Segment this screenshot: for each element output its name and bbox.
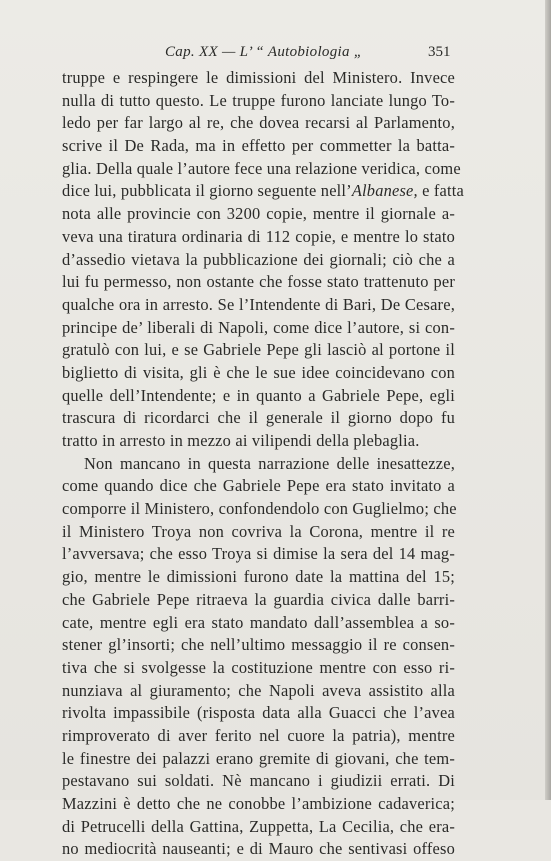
text-line: no mediocrità nauseanti; e di Mauro che sentivasi offeso — [62, 839, 455, 859]
text-line: stener gl’insorti; che nell’ultimo messaggio il re consen- — [62, 635, 455, 655]
text-line: nota alle provincie con 3200 copie, mentre il giornale a- — [62, 204, 455, 224]
text-line: glia. Della quale l’autore fece una relazione veridica, come — [62, 158, 461, 178]
text-line: pestavano sui soldati. Nè mancano i giudizii errati. Di — [62, 771, 455, 791]
text-line: veva una tiratura ordinaria di 112 copie, e mentre lo stato — [62, 226, 455, 246]
paragraph-last-line: tratto in arresto in mezzo ai vilipendi della plebaglia. — [62, 431, 420, 450]
text-line-head: dice lui, pubblicata il giorno seguente nell’ — [62, 181, 352, 201]
text-line: come quando dice che Gabriele Pepe era stato invitato a — [62, 476, 455, 496]
text-line: principe de’ liberali di Napoli, come dice l’autore, si con- — [62, 317, 455, 337]
text-line: rivolta impassibile (risposta data alla Guacci che l’avea — [62, 703, 455, 723]
text-line: gio, mentre le dimissioni furono date la mattina del 15; — [62, 567, 455, 587]
text-line-with-italic — [62, 180, 465, 203]
text-line: gratulò con lui, e se Gabriele Pepe gli lasciò al portone il — [62, 340, 455, 360]
text-line: d’assedio vietava la pubblicazione dei giornali; ciò che a — [62, 249, 455, 269]
text-line: quelle dell’Intendente; e in quanto a Gabriele Pepe, egli — [62, 385, 455, 405]
text-line: che Gabriele Pepe ritraeva la guardia civica dalle barri- — [62, 589, 455, 609]
italic-newspaper-name: Albanese, — [351, 181, 418, 201]
page-number: 351 — [428, 44, 451, 60]
text-line: tiva che si svolgesse la costituzione mentre con esso ri- — [62, 657, 455, 677]
text-line: rimproverato di aver ferito nel cuore la patria), mentre — [62, 725, 455, 745]
text-line: le finestre dei palazzi erano gremite di giovani, che tem- — [62, 748, 455, 768]
text-line: scrive il De Rada, ma in effetto per commetter la batta- — [62, 136, 455, 156]
text-line: biglietto di visita, gli è che le sue idee coincidevano con — [62, 362, 455, 382]
paragraph-first-line: Non mancano in questa narrazione delle inesattezze, — [84, 453, 455, 473]
page-edge-shadow — [545, 0, 551, 800]
text-line: l’avversava; che esso Troya si dimise la sera del 14 mag- — [62, 544, 455, 564]
text-line: qualche ora in arresto. Se l’Intendente di Bari, De Cesare, — [62, 294, 455, 314]
text-line: lui fu permesso, non ostante che fosse stato trattenuto per — [62, 272, 455, 292]
text-line: trascura di ricordarci che il generale il giorno dopo fu — [62, 408, 455, 428]
body-text — [62, 67, 465, 861]
running-title: Cap. XX — L’ “ Autobiologia „ — [165, 44, 363, 60]
text-line: Mazzini è detto che ne conobbe l’ambizione cadaverica; — [62, 794, 455, 813]
text-line: comporre il Ministero, confondendolo con Guglielmo; che — [62, 499, 457, 519]
text-line: il Ministero Troya non covriva la Corona, mentre il re — [62, 521, 455, 541]
text-line: nulla di tutto questo. Le truppe furono lanciate lungo To- — [62, 90, 455, 110]
text-line: di Petrucelli della Gattina, Zuppetta, La Cecilia, che era- — [62, 816, 455, 836]
text-line: truppe e respingere le dimissioni del Ministero. Invece — [62, 68, 455, 87]
text-line: nunziava al giuramento; che Napoli aveva assistito alla — [62, 680, 455, 700]
text-line: ledo per far largo al re, che dovea recarsi al Parlamento, — [62, 113, 455, 133]
text-line-tail: e fatta — [417, 181, 465, 201]
page-header — [0, 44, 551, 66]
text-line: cate, mentre egli era stato mandato dall’assemblea a so- — [62, 612, 455, 632]
